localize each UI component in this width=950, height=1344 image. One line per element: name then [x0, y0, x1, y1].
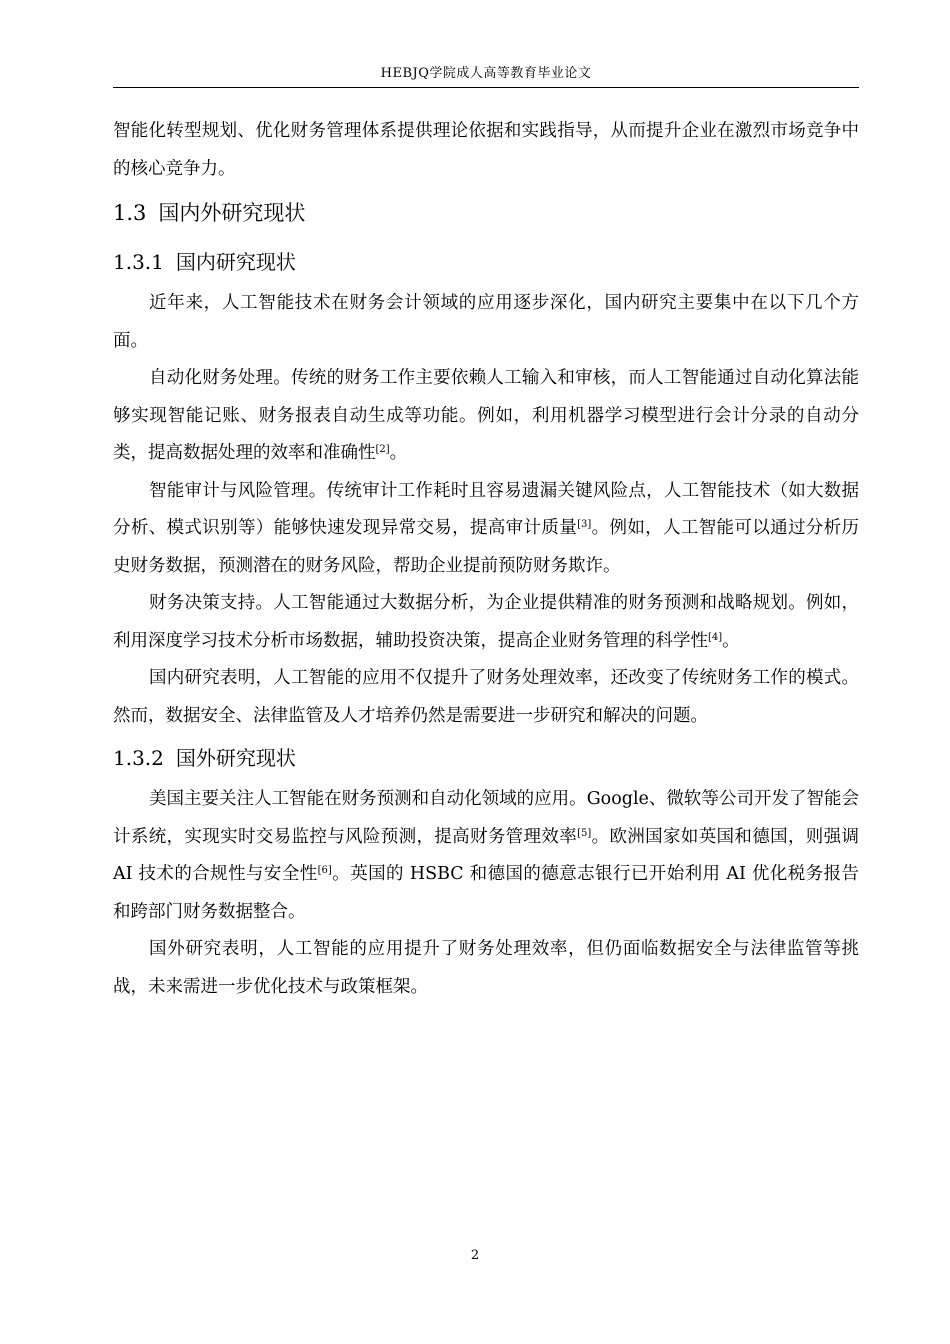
section-title: 国内外研究现状	[158, 201, 306, 225]
running-header: HEBJQ学院成人高等教育毕业论文	[380, 66, 592, 81]
subsection-heading-1-3-1	[113, 239, 859, 285]
paragraph-domestic-summary: 国内研究表明，人工智能的应用不仅提升了财务处理效率，还改变了传统财务工作的模式。然而，数据安全、法律监管及人才培养仍然是需要进一步研究和解决的问题。	[113, 668, 859, 726]
paragraph-automated-processing	[113, 360, 859, 473]
paragraph-text: 美国主要关注人工智能在财务预测和自动化领域的应用。Google、微软等公司开发了智能会计系统，实现实时交易监控与风险预测，提高财务管理效率	[113, 789, 859, 847]
citation-ref: [3]	[577, 519, 592, 530]
paragraph-text: 。	[722, 630, 740, 651]
paragraph-text: 智能审计与风险管理。传统审计工作耗时且容易遗漏关键风险点，人工智能技术（如大数据分析、模式识别等）能够快速发现异常交易，提高审计质量	[113, 480, 859, 538]
subsection-title: 国内研究现状	[175, 250, 296, 274]
paragraph-foreign-research	[113, 781, 859, 931]
citation-ref: [4]	[708, 631, 723, 643]
section-number: 1.3	[113, 201, 147, 225]
paragraph-text: 自动化财务处理。传统的财务工作主要依赖人工输入和审核，而人工智能通过自动化算法能够实现智能记账、财务报表自动生成等功能。例如，利用机器学习模型进行会计分录的自动分类，提高数据处理的效率和准确性	[113, 368, 859, 463]
page-number: 2	[470, 1248, 480, 1263]
subsection-number: 1.3.2	[113, 746, 164, 770]
paragraph-decision-support	[113, 585, 859, 660]
paragraph-text: 。英国的 HSBC 和德国的德意志银行已开始利用 AI 优化税务报告和跨部门财务数据整合。	[113, 864, 859, 922]
paragraph-text: 。欧洲国家如英国和德国，则强调 AI 技术的合规性与安全性	[113, 826, 860, 884]
section-heading-1-3	[113, 189, 859, 239]
paragraph-text: 财务决策支持。人工智能通过大数据分析，为企业提供精准的财务预测和战略规划。例如，利用深度学习技术分析市场数据，辅助投资决策，提高企业财务管理的科学性	[113, 593, 859, 651]
paragraph-foreign-summary: 国外研究表明，人工智能的应用提升了财务处理效率，但仍面临数据安全与法律监管等挑战，未来需进一步优化技术与政策框架。	[113, 939, 859, 997]
subsection-title: 国外研究现状	[175, 746, 296, 770]
subsection-number: 1.3.1	[113, 250, 164, 274]
citation-ref: [2]	[375, 444, 390, 455]
citation-ref: [6]	[317, 865, 332, 876]
paragraph-text: 。例如，人工智能可以通过分析历史财务数据，预测潜在的财务风险，帮助企业提前预防财务欺诈。	[113, 518, 860, 576]
paragraph-smart-audit	[113, 473, 859, 586]
header-rule	[113, 87, 859, 88]
paragraph-domestic-intro: 近年来，人工智能技术在财务会计领域的应用逐步深化，国内研究主要集中在以下几个方面。	[113, 293, 859, 351]
paragraph-text: 。	[389, 443, 408, 463]
subsection-heading-1-3-2	[113, 735, 859, 781]
citation-ref: [5]	[577, 827, 592, 839]
page-body	[113, 113, 859, 1006]
paragraph-continuation: 智能化转型规划、优化财务管理体系提供理论依据和实践指导，从而提升企业在激烈市场竞争中的核心竞争力。	[113, 121, 859, 179]
